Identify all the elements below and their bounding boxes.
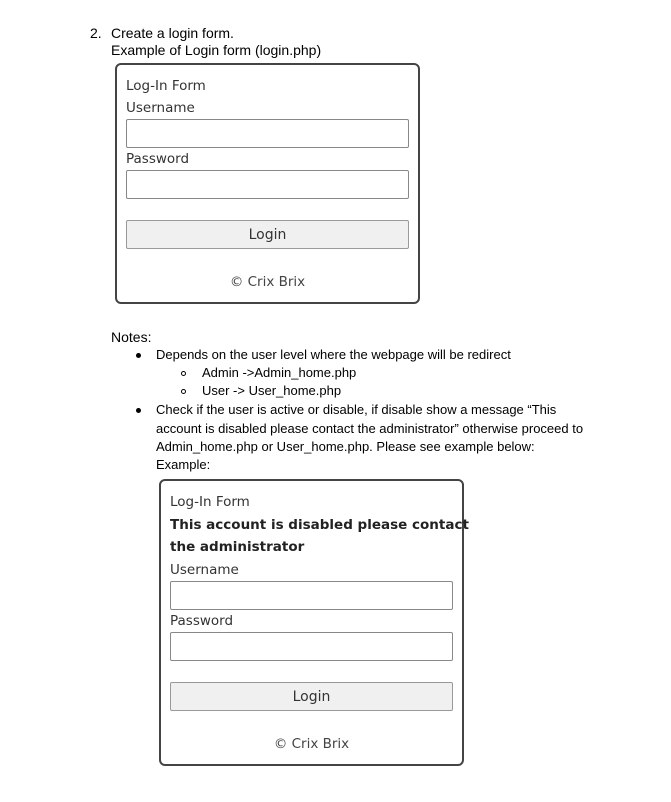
- username-label: Username: [170, 562, 239, 578]
- example-label: Example:: [156, 457, 211, 472]
- password-input[interactable]: [170, 632, 453, 661]
- bullet-dot-icon: [136, 408, 141, 413]
- username-input[interactable]: [126, 119, 409, 148]
- note-bullet-active-line1: Check if the user is active or disable, if disable show a message “This: [156, 402, 557, 417]
- bullet-dot-icon: [136, 353, 141, 358]
- password-label: Password: [170, 613, 234, 629]
- username-label: Username: [126, 100, 195, 116]
- copyright-footer: © Crix Brix: [229, 274, 306, 290]
- login-button[interactable]: Login: [170, 682, 453, 711]
- note-bullet-active-line2: account is disabled please contact the administrator” otherwise proceed to: [156, 421, 584, 436]
- form-title: Log-In Form: [170, 494, 250, 510]
- password-label: Password: [126, 151, 190, 167]
- copyright-footer: © Crix Brix: [273, 736, 350, 752]
- form-title: Log-In Form: [126, 78, 206, 94]
- note-sub-admin: Admin ->Admin_home.php: [202, 365, 357, 380]
- disabled-login-form-example: [159, 479, 469, 766]
- section-number: 2.: [90, 25, 102, 41]
- note-bullet-active-line3: Admin_home.php or User_home.php. Please see example below:: [156, 439, 535, 454]
- note-sub-user: User -> User_home.php: [202, 383, 342, 398]
- circle-bullet-icon: [181, 389, 186, 394]
- login-button[interactable]: Login: [126, 220, 409, 249]
- section-heading: Create a login form.: [111, 25, 234, 41]
- login-form-example: [115, 63, 420, 304]
- disabled-message-line2: the administrator: [170, 539, 305, 555]
- example-caption: Example of Login form (login.php): [111, 42, 322, 58]
- disabled-message-line1: This account is disabled please contact: [170, 517, 469, 533]
- notes-heading: Notes:: [111, 329, 152, 345]
- circle-bullet-icon: [181, 371, 186, 376]
- username-input[interactable]: [170, 581, 453, 610]
- password-input[interactable]: [126, 170, 409, 199]
- note-bullet-redirect: Depends on the user level where the webpage will be redirect: [156, 347, 511, 362]
